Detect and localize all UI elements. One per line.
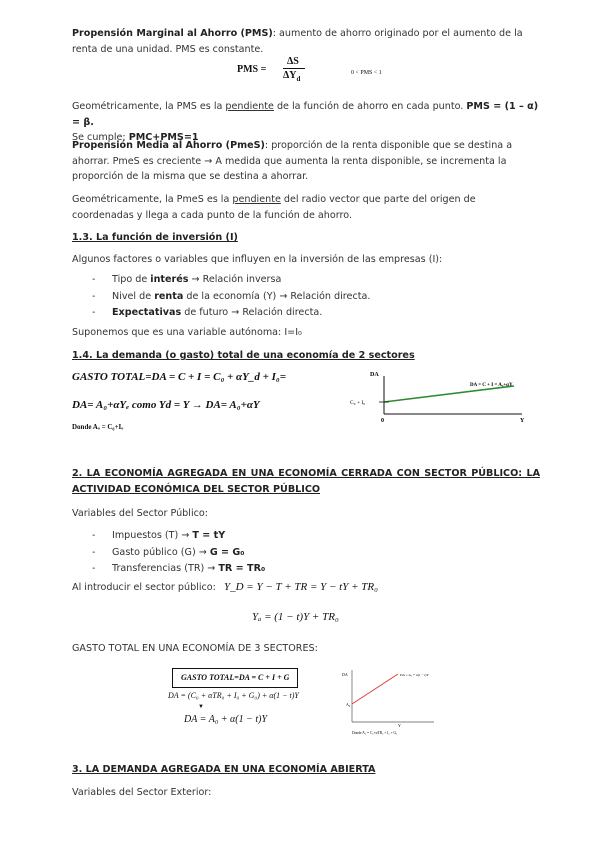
pmes-pendiente-link: pendiente: [232, 194, 281, 205]
list-item: - Nivel de renta de la economía (Y) → Relación directa.: [92, 289, 532, 305]
pms-formula: [237, 54, 437, 84]
pms-text: : aumento de ahorro originado por el aumento de la renta de una unidad. PMS es constante.: [72, 28, 523, 55]
pms-formula-lhs: PMS =: [237, 64, 267, 75]
demand-equation-1: GASTO TOTAL=DA = C + I = C₀ + αY_d + I₀=: [72, 371, 287, 383]
pms-identity: PMC+PMS=1: [128, 132, 199, 143]
pmes-geometric-paragraph: Geométricamente, la PmeS es la pendiente del radio vector que parte del origen de coordenadas y llega a cada punto de la función de ahorro.: [72, 194, 476, 221]
external-sector-vars-title: Variables del Sector Exterior:: [72, 787, 212, 798]
graph-intercept-label: C₀ + I₀: [350, 400, 366, 406]
demand-2-sectors-equations: [72, 370, 352, 440]
public-sector-vars-list: [72, 528, 532, 577]
total-spending-equations: [168, 668, 318, 738]
aggregate-demand-equation-2: DA = A₀ + α(1 − t)Y: [184, 714, 268, 725]
pms-equation: PMS = (1 – α) = β.: [72, 101, 539, 128]
pms-paragraph: [72, 26, 540, 57]
total-spending-box: GASTO TOTAL=DA = C + I + G: [172, 668, 298, 688]
public-sector-intro: Al introducir el sector público:: [72, 582, 216, 593]
section-1-4-heading: 1.4. La demanda (o gasto) total de una economía de 2 sectores: [72, 350, 415, 361]
graph-x-label: Y: [398, 723, 401, 728]
inversion-factors-list: [72, 272, 532, 321]
section-1-3-heading: 1.3. La función de inversión (I): [72, 232, 238, 243]
demand-equation-2: DA= A₀+αYₑ como Yd = Y → DA= A₀+αY: [72, 399, 260, 411]
total-spending-3-sectors-title: GASTO TOTAL EN UNA ECONOMÍA DE 3 SECTORES:: [72, 643, 318, 654]
pms-geometric-paragraph: Geométricamente, la PMS es la pendiente de la función de ahorro en cada punto. PMS = (1 – α) = β. Se cumple: PMC+PMS=1: [72, 101, 539, 143]
pmes-paragraph: [72, 138, 540, 185]
inversion-intro: Algunos factores o variables que influyen en la inversión de las empresas (I):: [72, 254, 443, 265]
pms-formula-numerator: ΔS: [287, 56, 299, 67]
disposable-income-equation-2: Yₐ = (1 − t)Y + TR₀: [252, 611, 339, 623]
public-sector-vars-title: Variables del Sector Público:: [72, 508, 208, 519]
aggregate-demand-equation-1: DA = (C₀ + αTR₀ + I₀ + G₀) + α(1 − t)Y: [168, 691, 299, 700]
graph-caption: Donde A₀ = C₀+αTR₀ + I₀ + G₀: [352, 731, 398, 735]
graph-demand-line: [384, 386, 514, 402]
graph-origin-label: 0: [381, 418, 384, 424]
list-item: - Gasto público (G) → G = G₀: [92, 545, 532, 561]
graph-intercept-label: A₀: [346, 702, 351, 707]
pms-pendiente-link: pendiente: [225, 101, 274, 112]
demand-2-sectors-graph: [344, 366, 544, 424]
graph-y-label: DA: [370, 372, 379, 378]
section-2-heading: 2. LA ECONOMÍA AGREGADA EN UNA ECONOMÍA CERRADA CON SECTOR PÚBLICO: LA ACTIVIDAD ECONÓMICA DEL SECTOR PÚBLICO: [72, 468, 540, 495]
graph-line-label: DA = A₀ + α(1 − t)Y: [400, 673, 430, 677]
list-item: - Expectativas de futuro → Relación directa.: [92, 305, 532, 321]
list-item: - Impuestos (T) → T = tY: [92, 528, 532, 544]
inversion-assumption: Suponemos que es una variable autónoma: I=I₀: [72, 327, 302, 338]
down-arrow: ▼: [198, 704, 204, 710]
graph-demand-line: [352, 674, 398, 704]
graph-line-label: DA = C + I = Aₒ+αY: [470, 383, 513, 388]
graph-x-label: Y: [520, 418, 525, 424]
pms-formula-range: 0 < PMS < 1: [351, 70, 382, 76]
graph-y-label: DA: [342, 672, 348, 677]
pms-title: Propensión Marginal al Ahorro (PMS): [72, 28, 273, 39]
list-item: - Tipo de interés → Relación inversa: [92, 272, 532, 288]
demand-equation-3: Donde Aₒ = C₀+Iₒ: [72, 423, 124, 431]
section-3-heading: 3. LA DEMANDA AGREGADA EN UNA ECONOMÍA ABIERTA: [72, 764, 376, 775]
pmes-title: Propensión Media al Ahorro (PmeS): [72, 140, 265, 151]
list-item: - Transferencias (TR) → TR = TR₀: [92, 561, 532, 577]
pms-formula-denominator: $\Delta Y_d$: [283, 70, 301, 83]
pmes-text: : proporción de la renta disponible que se destina a ahorrar. PmeS es creciente → A medida que aumenta la renta disponible, se incrementa la proporción de la misma que se destina a ahorrar.: [72, 140, 513, 182]
demand-3-sectors-graph: [338, 664, 442, 740]
disposable-income-equation: Y_D = Y − T + TR = Y − tY + TR₀: [224, 581, 378, 593]
